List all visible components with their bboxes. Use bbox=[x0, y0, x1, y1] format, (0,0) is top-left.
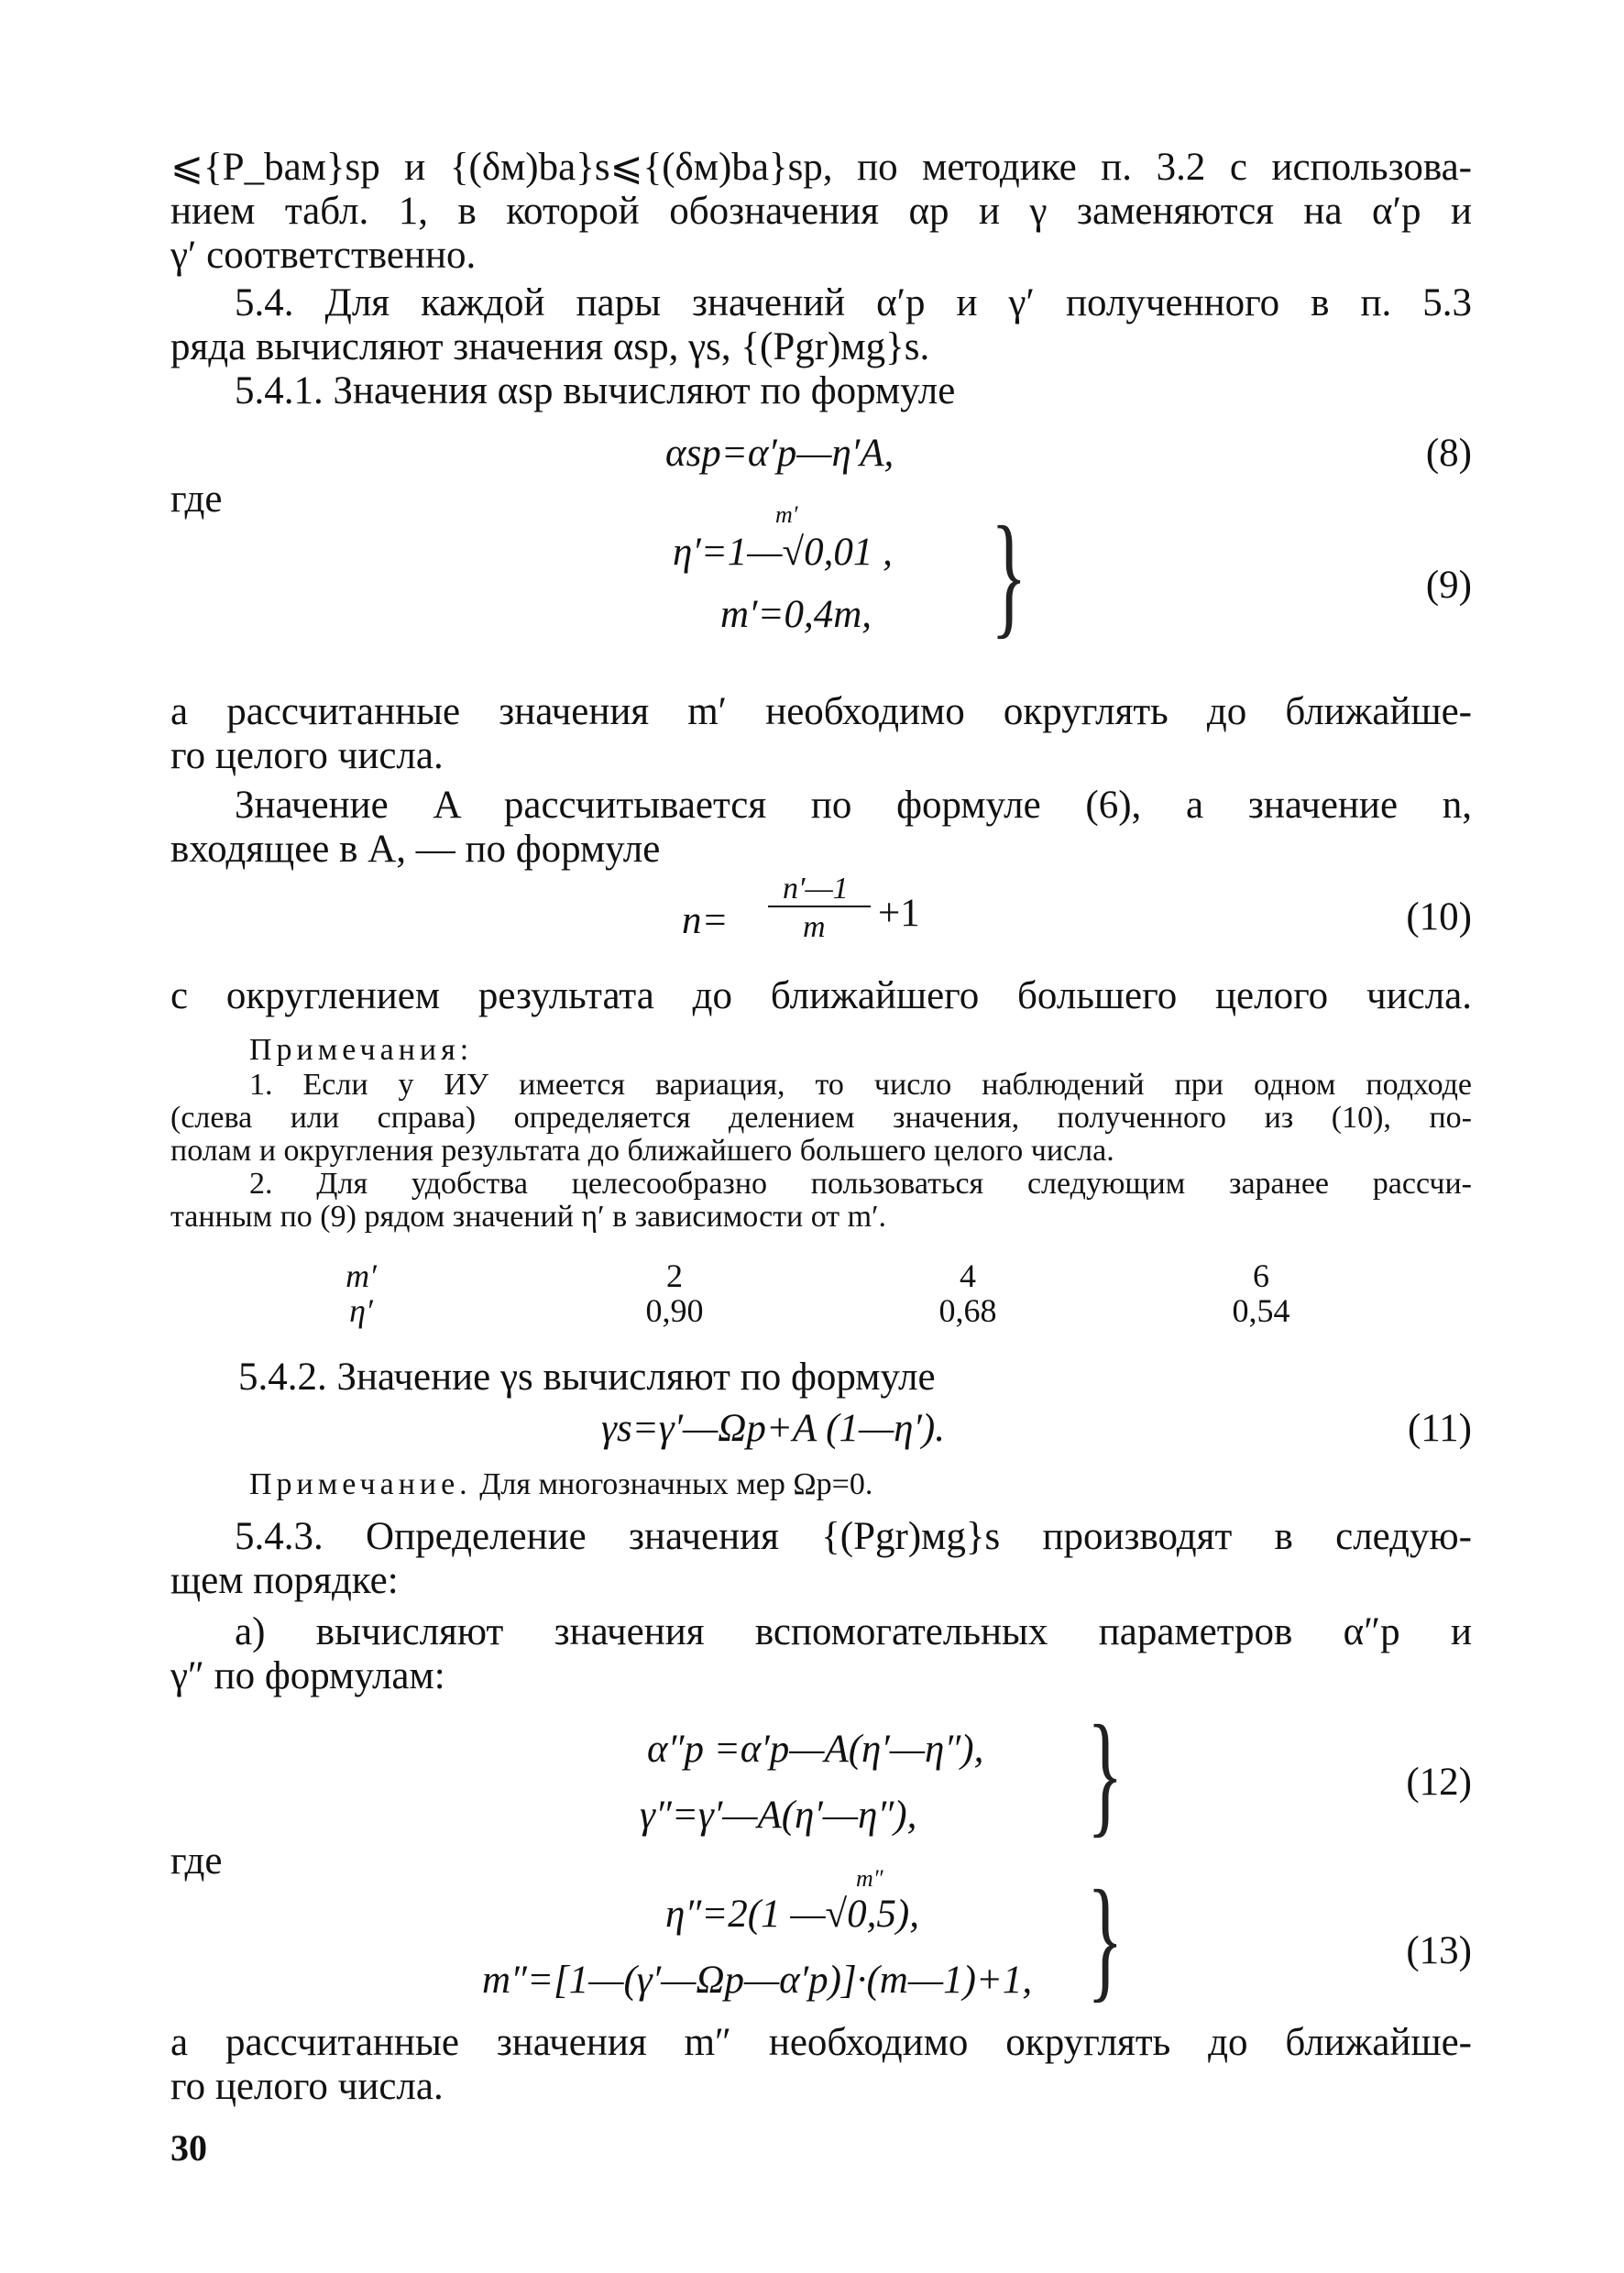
formula-9-m: m′=0,4m, bbox=[720, 593, 872, 636]
text-line: γ″ по формулам: bbox=[170, 1654, 445, 1697]
table-cell: 2 bbox=[666, 1257, 683, 1294]
text-line: щем порядке: bbox=[170, 1559, 399, 1602]
text-line: ряда вычисляют значения αsp, γs, {(Pgr)мg}s. bbox=[170, 325, 930, 368]
text-line: а) вычисляют значения вспомогательных параметров α″р и bbox=[235, 1610, 1472, 1653]
note-2-text: Для многозначных мер Ωр=0. bbox=[479, 1467, 873, 1501]
text-line: а рассчитанные значения m′ необходимо округлять до ближайше- bbox=[170, 690, 1472, 733]
text-line: нием табл. 1, в которой обозначения αр и γ заменяются на α′р и bbox=[170, 190, 1472, 233]
table-cell: 6 bbox=[1253, 1257, 1269, 1294]
right-brace: } bbox=[1087, 1697, 1124, 1850]
formula-13-eta: η″=2(1 —√0,5), bbox=[665, 1893, 919, 1936]
table-cell: 0,68 bbox=[938, 1292, 997, 1329]
right-brace: } bbox=[991, 499, 1027, 651]
table-row-label-eta: η′ bbox=[349, 1292, 373, 1329]
note-line: полам и округления результата до ближайшего большего целого числа. bbox=[170, 1134, 1114, 1168]
section-5-4-2: 5.4.2. Значение γs вычисляют по формуле bbox=[238, 1356, 936, 1399]
text-line: го целого числа. bbox=[170, 2065, 444, 2108]
table-cell: 0,90 bbox=[645, 1292, 704, 1329]
formula-9-eta: η′=1—√0,01 , bbox=[673, 531, 893, 574]
formula-10-denominator: m bbox=[803, 910, 826, 944]
text-line: входящее в A, — по формуле bbox=[170, 828, 661, 871]
section-5-4-1: 5.4.1. Значения αsp вычисляют по формуле bbox=[235, 369, 956, 412]
section-5-4: 5.4. Для каждой пары значений α′р и γ′ полученного в п. 5.3 bbox=[235, 281, 1472, 324]
note-line: (слева или справа) определяется делением значения, полученного из (10), по- bbox=[170, 1101, 1472, 1135]
page-number: 30 bbox=[170, 2127, 207, 2169]
table-cell: 4 bbox=[960, 1257, 976, 1294]
root-index: m′ bbox=[775, 501, 798, 528]
formula-10-lhs: n= bbox=[682, 899, 729, 942]
note-2 bbox=[170, 1468, 1551, 1501]
eq-number-8: (8) bbox=[1425, 432, 1472, 475]
note-line: танным по (9) рядом значений η′ в зависимости от m′. bbox=[170, 1200, 887, 1234]
formula-10-numerator: n′—1 bbox=[783, 872, 849, 906]
root-index: m″ bbox=[856, 1865, 883, 1892]
note-line: 2. Для удобства целесообразно пользоваться следующим заранее рассчи- bbox=[249, 1167, 1472, 1201]
section-5-4-3: 5.4.3. Определение значения {(Pgr)мg}s производят в следую- bbox=[235, 1515, 1472, 1558]
table-cell: 0,54 bbox=[1232, 1292, 1290, 1329]
formula-13-m: m″=[1—(γ′—Ωр—α′р)]·(m—1)+1, bbox=[482, 1959, 1033, 2002]
note-line: 1. Если у ИУ имеется вариация, то число наблюдений при одном подходе bbox=[249, 1068, 1472, 1102]
formula-8: αsp=α′р—η′A, bbox=[665, 432, 894, 475]
eq-number-11: (11) bbox=[1407, 1407, 1472, 1450]
eq-number-13: (13) bbox=[1406, 1929, 1472, 1972]
formula-11: γs=γ′—Ωр+A (1—η′). bbox=[601, 1407, 945, 1450]
formula-12-alpha: α″р =α′р—A(η′—η″), bbox=[647, 1728, 984, 1771]
text-line: с округлением результата до ближайшего большего целого числа. bbox=[170, 974, 1472, 1017]
formula-12-gamma: γ″=γ′—A(η′—η″), bbox=[640, 1794, 917, 1837]
where-label: где bbox=[170, 1839, 223, 1883]
eq-number-10: (10) bbox=[1406, 895, 1472, 939]
fraction-bar bbox=[768, 906, 871, 907]
text-line: го целого числа. bbox=[170, 734, 444, 777]
text-line: ⩽{P_baм}sp и {(δм)ba}s⩽{(δм)ba}sp, по методике п. 3.2 с использова- bbox=[170, 146, 1472, 189]
formula-10-tail: +1 bbox=[878, 892, 920, 935]
text-line: γ′ соответственно. bbox=[170, 234, 477, 277]
eq-number-9: (9) bbox=[1425, 564, 1472, 607]
where-label: где bbox=[170, 478, 223, 521]
table-row-label-m: m′ bbox=[346, 1257, 377, 1294]
text-line: Значение A рассчитывается по формуле (6), а значение n, bbox=[235, 784, 1472, 827]
text-line: а рассчитанные значения m″ необходимо округлять до ближайше- bbox=[170, 2021, 1472, 2064]
right-brace: } bbox=[1087, 1862, 1124, 2015]
note-2-label: Примечание. bbox=[249, 1467, 472, 1501]
eq-number-12: (12) bbox=[1406, 1761, 1472, 1804]
notes-title: Примечания: bbox=[249, 1033, 474, 1067]
